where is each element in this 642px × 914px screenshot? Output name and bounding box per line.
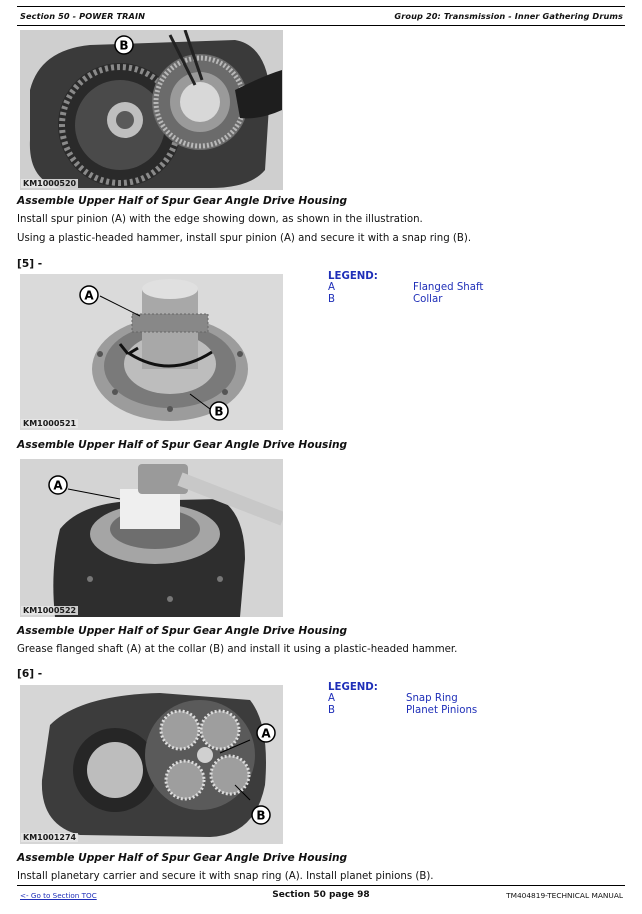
section-title-2: Assemble Upper Half of Spur Gear Angle Drive Housing [17,439,348,451]
paragraph-4: Install planetary carrier and secure it with snap ring (A). Install planet pinions (B). [17,871,434,882]
legend-key: A [328,282,335,293]
legend-label: Planet Pinions [406,705,478,716]
legend-key: B [328,705,335,716]
paragraph-2: Using a plastic-headed hammer, install spur pinion (A) and secure it with a snap ring (B). [17,233,472,244]
header-group: Group 20: Transmission - Inner Gathering Drums [394,11,623,21]
legend-heading: LEGEND: [328,271,378,282]
legend-label: Snap Ring [406,693,458,704]
planetary-carrier-photo [20,685,283,844]
legend-key: B [328,294,335,305]
step-6-label: [6] - [17,668,43,680]
section-title-1: Assemble Upper Half of Spur Gear Angle Drive Housing [17,195,348,207]
section-title-4: Assemble Upper Half of Spur Gear Angle Drive Housing [17,852,348,864]
manual-id: TM404819-TECHNICAL MANUAL [506,891,623,900]
legend-row [328,705,618,717]
page-header [17,6,625,26]
legend-step-5 [328,271,618,306]
callout-a [46,473,70,497]
callout-a [77,283,101,307]
legend-heading: LEGEND: [328,682,378,693]
legend-label: Flanged Shaft [413,282,484,293]
legend-key: A [328,693,335,704]
callout-b [249,803,273,827]
svg-text:B: B [256,808,266,823]
legend-row [328,282,618,294]
figure-code: KM1000522 [23,606,77,615]
figure-km1001274 [20,685,283,844]
figure-km1000520 [20,30,283,190]
page-footer [17,885,625,905]
step-5-label: [5] - [17,258,43,270]
section-title-3: Assemble Upper Half of Spur Gear Angle Drive Housing [17,625,348,637]
legend-label: Collar [413,294,443,305]
header-section: Section 50 - POWER TRAIN [20,11,146,21]
figure-km1000521 [20,274,283,430]
legend-row [328,294,618,306]
figure-code: KM1001274 [23,833,77,842]
flanged-shaft-photo [20,274,283,430]
figure-code: KM1000520 [23,179,77,188]
svg-text:A: A [53,478,63,493]
legend-row [328,693,618,705]
callout-b [207,399,231,423]
svg-text:A: A [84,288,94,303]
paragraph-1: Install spur pinion (A) with the edge showing down, as shown in the illustration. [17,214,423,225]
svg-text:B: B [214,404,224,419]
svg-text:A: A [261,726,271,741]
figure-km1000522 [20,459,283,617]
callout-a [254,721,278,745]
page-number: Section 50 page 98 [272,890,370,900]
callout-b [112,33,136,57]
gear-housing-photo [20,30,283,190]
paragraph-3: Grease flanged shaft (A) at the collar (B) and install it using a plastic-headed hammer. [17,644,458,655]
section-toc-link[interactable]: <- Go to Section TOC [20,891,97,900]
figure-code: KM1000521 [23,419,77,428]
legend-step-6 [328,682,618,717]
svg-text:B: B [119,38,129,53]
